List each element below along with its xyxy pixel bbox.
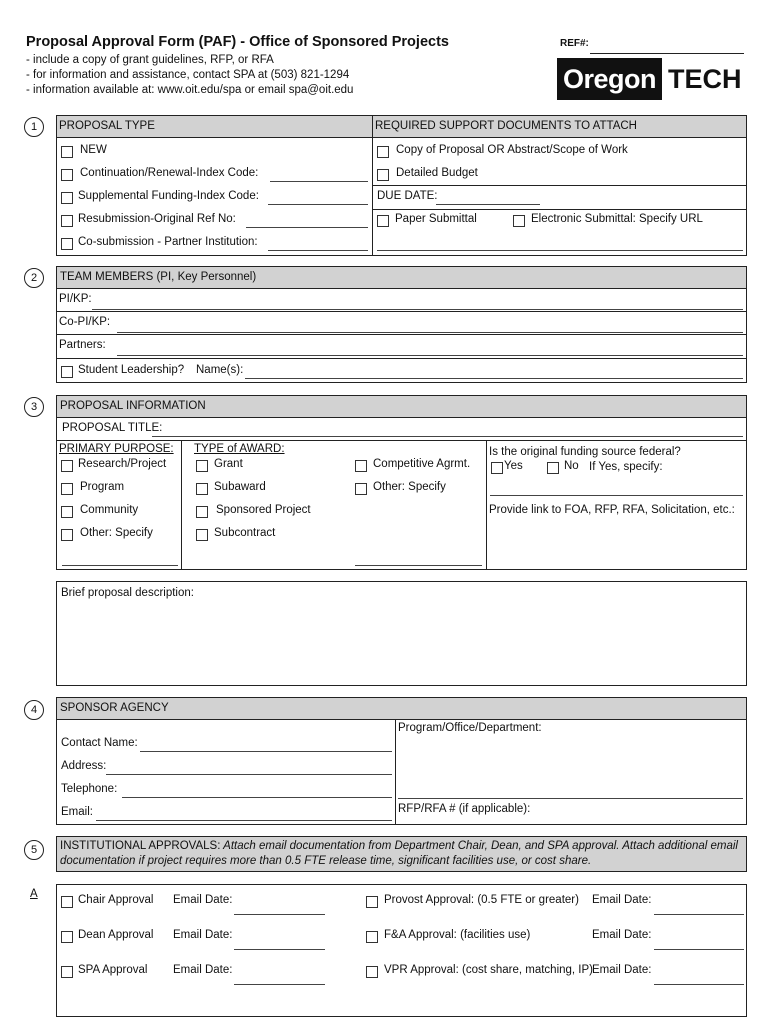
contact-name-field[interactable]: [140, 751, 392, 752]
federal-specify-field[interactable]: [490, 495, 743, 496]
section-number-1: 1: [24, 117, 44, 137]
spa-approval-label: SPA Approval: [78, 964, 148, 976]
competitive-label: Competitive Agrmt.: [373, 458, 471, 470]
budget-checkbox[interactable]: [377, 169, 389, 181]
partner-institution-field[interactable]: [268, 250, 368, 251]
institutional-approvals-header: [56, 836, 747, 872]
program-office-label: Program/Office/Department:: [398, 722, 542, 734]
student-names-field[interactable]: [245, 378, 743, 379]
other-award-label: Other: Specify: [373, 481, 446, 493]
dean-email-date-field[interactable]: [234, 949, 325, 950]
team-divider-3: [56, 358, 747, 359]
federal-yes-checkbox[interactable]: [491, 462, 503, 474]
sponsor-agency-header: SPONSOR AGENCY: [57, 698, 746, 720]
cosubmission-checkbox[interactable]: [61, 238, 73, 250]
new-checkbox[interactable]: [61, 146, 73, 158]
chair-email-date-field[interactable]: [234, 914, 325, 915]
oregon-tech-logo: [557, 58, 742, 100]
support-docs-heading: REQUIRED SUPPORT DOCUMENTS TO ATTACH: [375, 120, 637, 132]
names-label: Name(s):: [196, 364, 244, 376]
federal-question: Is the original funding source federal?: [489, 446, 681, 458]
provost-email-date-label: Email Date:: [592, 894, 652, 906]
instruction-line-1: - include a copy of grant guidelines, RFP, or RFA: [26, 54, 274, 66]
vpr-approval-checkbox[interactable]: [366, 966, 378, 978]
continuation-checkbox[interactable]: [61, 169, 73, 181]
team-members-header: TEAM MEMBERS (PI, Key Personnel): [57, 267, 746, 289]
budget-label: Detailed Budget: [396, 167, 478, 179]
address-field[interactable]: [106, 774, 392, 775]
telephone-label: Telephone:: [61, 783, 118, 795]
proposal-title-label: PROPOSAL TITLE:: [62, 422, 163, 434]
approvals-title: INSTITUTIONAL APPROVALS:: [60, 840, 221, 852]
team-divider-2: [56, 334, 747, 335]
subaward-checkbox[interactable]: [196, 483, 208, 495]
program-office-field[interactable]: [398, 798, 743, 799]
spa-email-date-label: Email Date:: [173, 964, 233, 976]
sponsored-project-label: Sponsored Project: [216, 504, 311, 516]
supplemental-index-field[interactable]: [268, 204, 368, 205]
logo-tech: TECH: [668, 64, 742, 94]
pi-label: PI/KP:: [59, 293, 92, 305]
provost-email-date-field[interactable]: [654, 914, 744, 915]
other-purpose-checkbox[interactable]: [61, 529, 73, 541]
section1-divider: [372, 116, 373, 256]
ref-label: REF#:: [560, 38, 589, 49]
grant-label: Grant: [214, 458, 243, 470]
federal-divider: [486, 440, 487, 570]
vpr-approval-label: VPR Approval: (cost share, matching, IP): [384, 964, 594, 976]
approvals-instructions-line2: documentation if project requires more than 0.5 FTE release time, significant facilities use, or cost share.: [60, 855, 592, 867]
dean-approval-checkbox[interactable]: [61, 931, 73, 943]
chair-email-date-label: Email Date:: [173, 894, 233, 906]
federal-yes-label: Yes: [504, 460, 523, 472]
instruction-line-3: - information available at: www.oit.edu/spa or email spa@oit.edu: [26, 84, 354, 96]
proposal-info-header: PROPOSAL INFORMATION: [57, 396, 746, 418]
provost-approval-label: Provost Approval: (0.5 FTE or greater): [384, 894, 579, 906]
chair-approval-checkbox[interactable]: [61, 896, 73, 908]
cosubmission-label: Co-submission - Partner Institution:: [78, 236, 258, 248]
partners-field[interactable]: [117, 355, 743, 356]
due-date-label: DUE DATE:: [377, 190, 438, 202]
fa-approval-label: F&A Approval: (facilities use): [384, 929, 531, 941]
program-label: Program: [80, 481, 125, 493]
section-number-4: 4: [24, 700, 44, 720]
dean-approval-label: Dean Approval: [78, 929, 154, 941]
subcontract-label: Subcontract: [214, 527, 276, 539]
email-field[interactable]: [96, 820, 392, 821]
student-leadership-checkbox[interactable]: [61, 366, 73, 378]
federal-no-checkbox[interactable]: [547, 462, 559, 474]
approval-group-a-label: A: [30, 888, 38, 900]
section-number-5: 5: [24, 840, 44, 860]
grant-checkbox[interactable]: [196, 460, 208, 472]
primary-purpose-heading: PRIMARY PURPOSE:: [59, 443, 174, 455]
electronic-submittal-checkbox[interactable]: [513, 215, 525, 227]
proposal-title-field[interactable]: [152, 436, 743, 437]
subcontract-checkbox[interactable]: [196, 529, 208, 541]
proposal-type-heading: PROPOSAL TYPE: [59, 120, 155, 132]
copi-label: Co-PI/KP:: [59, 316, 111, 328]
proposal-copy-checkbox[interactable]: [377, 146, 389, 158]
section-number-3: 3: [24, 397, 44, 417]
chair-approval-label: Chair Approval: [78, 894, 154, 906]
team-divider-1: [56, 311, 747, 312]
federal-no-label: No: [564, 460, 579, 472]
ref-input-line[interactable]: [590, 53, 744, 54]
new-label: NEW: [80, 144, 107, 156]
sponsor-divider: [395, 720, 396, 825]
due-date-divider: [372, 209, 747, 210]
foa-link-label: Provide link to FOA, RFP, RFA, Solicitation, etc.:: [489, 504, 735, 516]
partners-label: Partners:: [59, 339, 106, 351]
student-leadership-label: Student Leadership?: [78, 364, 185, 376]
competitive-checkbox[interactable]: [355, 460, 367, 472]
award-type-heading: TYPE of AWARD:: [194, 443, 285, 455]
logo-oregon: Oregon: [557, 58, 662, 100]
form-title: Proposal Approval Form (PAF) - Office of Sponsored Projects: [26, 34, 449, 50]
other-purpose-label: Other: Specify: [80, 527, 153, 539]
address-label: Address:: [61, 760, 107, 772]
resubmission-checkbox[interactable]: [61, 215, 73, 227]
due-date-field[interactable]: [436, 204, 540, 205]
research-label: Research/Project: [78, 458, 167, 470]
sponsored-project-checkbox[interactable]: [196, 506, 208, 518]
other-award-checkbox[interactable]: [355, 483, 367, 495]
vpr-email-date-label: Email Date:: [592, 964, 652, 976]
fa-email-date-field[interactable]: [654, 949, 744, 950]
research-checkbox[interactable]: [61, 460, 73, 472]
community-checkbox[interactable]: [61, 506, 73, 518]
fa-approval-checkbox[interactable]: [366, 931, 378, 943]
other-award-field[interactable]: [355, 565, 482, 566]
proposal-copy-label: Copy of Proposal OR Abstract/Scope of Work: [396, 144, 628, 156]
paper-submittal-label: Paper Submittal: [395, 213, 477, 225]
telephone-field[interactable]: [122, 797, 392, 798]
pi-field[interactable]: [92, 309, 743, 310]
continuation-label: Continuation/Renewal-Index Code:: [80, 167, 259, 179]
supplemental-label: Supplemental Funding-Index Code:: [78, 190, 259, 202]
program-checkbox[interactable]: [61, 483, 73, 495]
brief-description-label: Brief proposal description:: [61, 587, 194, 599]
contact-name-label: Contact Name:: [61, 737, 138, 749]
rfp-number-label: RFP/RFA # (if applicable):: [398, 803, 531, 815]
spa-email-date-field[interactable]: [234, 984, 325, 985]
copi-field[interactable]: [117, 332, 743, 333]
continuation-index-field[interactable]: [270, 181, 368, 182]
section-number-2: 2: [24, 268, 44, 288]
community-label: Community: [80, 504, 139, 516]
provost-approval-checkbox[interactable]: [366, 896, 378, 908]
dean-email-date-label: Email Date:: [173, 929, 233, 941]
paper-submittal-checkbox[interactable]: [377, 215, 389, 227]
supplemental-checkbox[interactable]: [61, 192, 73, 204]
electronic-submittal-label: Electronic Submittal: Specify URL: [531, 213, 703, 225]
instruction-line-2: - for information and assistance, contact SPA at (503) 821-1294: [26, 69, 350, 81]
approvals-instructions: Attach email documentation from Department Chair, Dean, and SPA approval. Attach additional email: [220, 840, 738, 852]
email-label: Email:: [61, 806, 93, 818]
resubmission-ref-field[interactable]: [246, 227, 368, 228]
subaward-label: Subaward: [214, 481, 266, 493]
if-yes-label: If Yes, specify:: [589, 461, 663, 473]
purpose-divider: [181, 440, 182, 570]
fa-email-date-label: Email Date:: [592, 929, 652, 941]
submittal-url-field[interactable]: [377, 250, 743, 251]
info-divider: [56, 440, 747, 441]
resubmission-label: Resubmission-Original Ref No:: [78, 213, 236, 225]
docs-divider: [372, 185, 747, 186]
vpr-email-date-field[interactable]: [654, 984, 744, 985]
other-purpose-field[interactable]: [62, 565, 178, 566]
spa-approval-checkbox[interactable]: [61, 966, 73, 978]
